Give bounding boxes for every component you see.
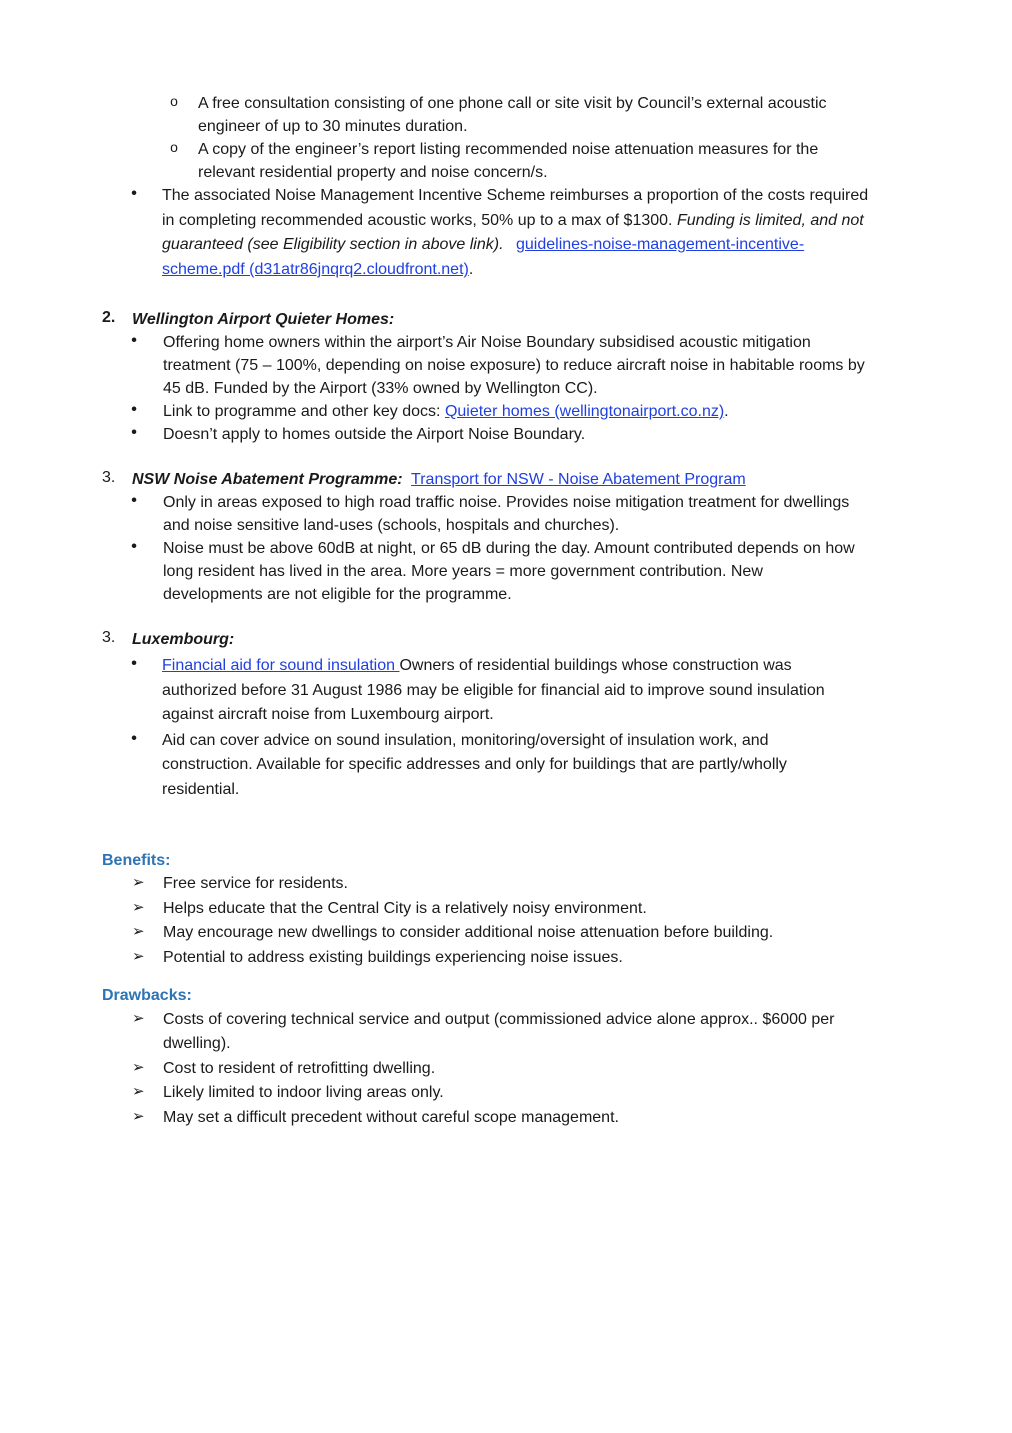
- arrow-bullet-icon: ➢: [132, 923, 145, 940]
- section-4-title: Luxembourg:: [132, 631, 235, 648]
- s3-bullet2-line3: developments are not eligible for the programme.: [163, 586, 512, 603]
- s3-bullet2-line2: long resident has lived in the area. More years = more government contribution. New: [163, 563, 763, 580]
- bullet-marker: •: [131, 655, 137, 672]
- arrow-bullet-icon: ➢: [132, 874, 145, 891]
- intro-bullet-line2-text: in completing recommended acoustic works, 50% up to a max of $1300.: [162, 212, 673, 229]
- drawbacks-heading: Drawbacks:: [102, 987, 192, 1004]
- s3-bullet1-line1: Only in areas exposed to high road traffic noise. Provides noise mitigation treatment for dwellings: [163, 494, 850, 511]
- drawback-item: Cost to resident of retrofitting dwelling.: [163, 1060, 436, 1077]
- bullet-marker: •: [131, 538, 137, 555]
- benefit-item: May encourage new dwellings to consider additional noise attenuation before building.: [163, 924, 774, 941]
- financial-aid-link[interactable]: Financial aid for sound insulation: [162, 657, 400, 674]
- s3-bullet1-line2: and noise sensitive land-uses (schools, hospitals and churches).: [163, 517, 620, 534]
- bullet-marker: •: [131, 730, 137, 747]
- guidelines-pdf-link-cont[interactable]: scheme.pdf (d31atr86jnqrq2.cloudfront.net): [162, 261, 469, 278]
- benefit-item: Helps educate that the Central City is a relatively noisy environment.: [163, 900, 647, 917]
- intro-eligibility-note: guaranteed (see Eligibility section in above link).: [162, 236, 504, 253]
- bullet-marker: •: [131, 332, 137, 349]
- arrow-bullet-icon: ➢: [132, 948, 145, 965]
- bullet-marker: •: [131, 424, 137, 441]
- arrow-bullet-icon: ➢: [132, 1083, 145, 1100]
- sub-bullet-marker: o: [170, 93, 178, 109]
- s4-bullet1-line1-text: Owners of residential buildings whose construction was: [399, 657, 792, 674]
- s4-bullet1-line2: authorized before 31 August 1986 may be eligible for financial aid to improve sound insulation: [162, 682, 825, 699]
- s2-bullet2: [163, 401, 729, 423]
- s2-bullet1-line1: Offering home owners within the airport’s Air Noise Boundary subsidised acoustic mitigation: [163, 334, 811, 351]
- section-4-number: 3.: [102, 629, 116, 646]
- section-3-number: 3.: [102, 469, 116, 486]
- drawback-item-1-line2: dwelling).: [163, 1035, 231, 1052]
- intro-bullet-line3: [162, 234, 804, 256]
- guidelines-pdf-link[interactable]: guidelines-noise-management-incentive-: [515, 236, 805, 253]
- arrow-bullet-icon: ➢: [132, 1108, 145, 1125]
- s2-bullet3: Doesn’t apply to homes outside the Airport Noise Boundary.: [163, 426, 586, 443]
- intro-sub2-line1: A copy of the engineer’s report listing recommended noise attenuation measures for the: [198, 141, 819, 158]
- section-3-title: NSW Noise Abatement Programme:: [132, 471, 403, 488]
- arrow-bullet-icon: ➢: [132, 1010, 145, 1027]
- intro-sub1-line2: engineer of up to 30 minutes duration.: [198, 118, 468, 135]
- intro-bullet-line2: [162, 210, 864, 232]
- intro-sub1-line1: A free consultation consisting of one phone call or site visit by Council’s external acoustic: [198, 95, 827, 112]
- bullet-marker: •: [131, 401, 137, 418]
- section-2-number: 2.: [102, 309, 116, 326]
- bullet-marker: •: [131, 492, 137, 509]
- s4-bullet1-line1: [162, 655, 792, 677]
- drawback-item: May set a difficult precedent without careful scope management.: [163, 1109, 619, 1126]
- s4-bullet2-line1: Aid can cover advice on sound insulation, monitoring/oversight of insulation work, and: [162, 732, 769, 749]
- drawback-item-1-line1: Costs of covering technical service and output (commissioned advice alone approx.. $6000 per: [163, 1011, 835, 1028]
- s2-bullet2-period: .: [724, 403, 729, 420]
- intro-sub2-line2: relevant residential property and noise concern/s.: [198, 164, 548, 181]
- nsw-noise-abatement-link[interactable]: Transport for NSW - Noise Abatement Program: [411, 471, 746, 488]
- benefit-item: Potential to address existing buildings experiencing noise issues.: [163, 949, 623, 966]
- s2-bullet2-text: Link to programme and other key docs:: [163, 403, 441, 420]
- intro-bullet-line1: The associated Noise Management Incentive Scheme reimburses a proportion of the costs required: [162, 187, 869, 204]
- arrow-bullet-icon: ➢: [132, 1059, 145, 1076]
- bullet-marker: •: [131, 185, 137, 202]
- section-2-title: Wellington Airport Quieter Homes:: [132, 311, 395, 328]
- s2-bullet1-line2: treatment (75 – 100%, depending on noise exposure) to reduce aircraft noise in habitable rooms by: [163, 357, 865, 374]
- s4-bullet1-line3: against aircraft noise from Luxembourg airport.: [162, 706, 494, 723]
- benefit-item: Free service for residents.: [163, 875, 348, 892]
- intro-bullet-line4: [162, 259, 473, 281]
- s4-bullet2-line2: construction. Available for specific addresses and only for buildings that are partly/wholly: [162, 756, 787, 773]
- arrow-bullet-icon: ➢: [132, 899, 145, 916]
- intro-period: .: [468, 261, 474, 278]
- s4-bullet2-line3: residential.: [162, 781, 240, 798]
- section-3-heading: [132, 469, 746, 491]
- intro-funding-note: Funding is limited, and not: [676, 212, 864, 229]
- s3-bullet2-line1: Noise must be above 60dB at night, or 65 dB during the day. Amount contributed depends on how: [163, 540, 855, 557]
- drawback-item: Likely limited to indoor living areas only.: [163, 1084, 444, 1101]
- s2-bullet1-line3: 45 dB. Funded by the Airport (33% owned by Wellington CC).: [163, 380, 598, 397]
- sub-bullet-marker: o: [170, 139, 178, 155]
- benefits-heading: Benefits:: [102, 852, 171, 869]
- quieter-homes-link[interactable]: Quieter homes (wellingtonairport.co.nz): [444, 403, 725, 420]
